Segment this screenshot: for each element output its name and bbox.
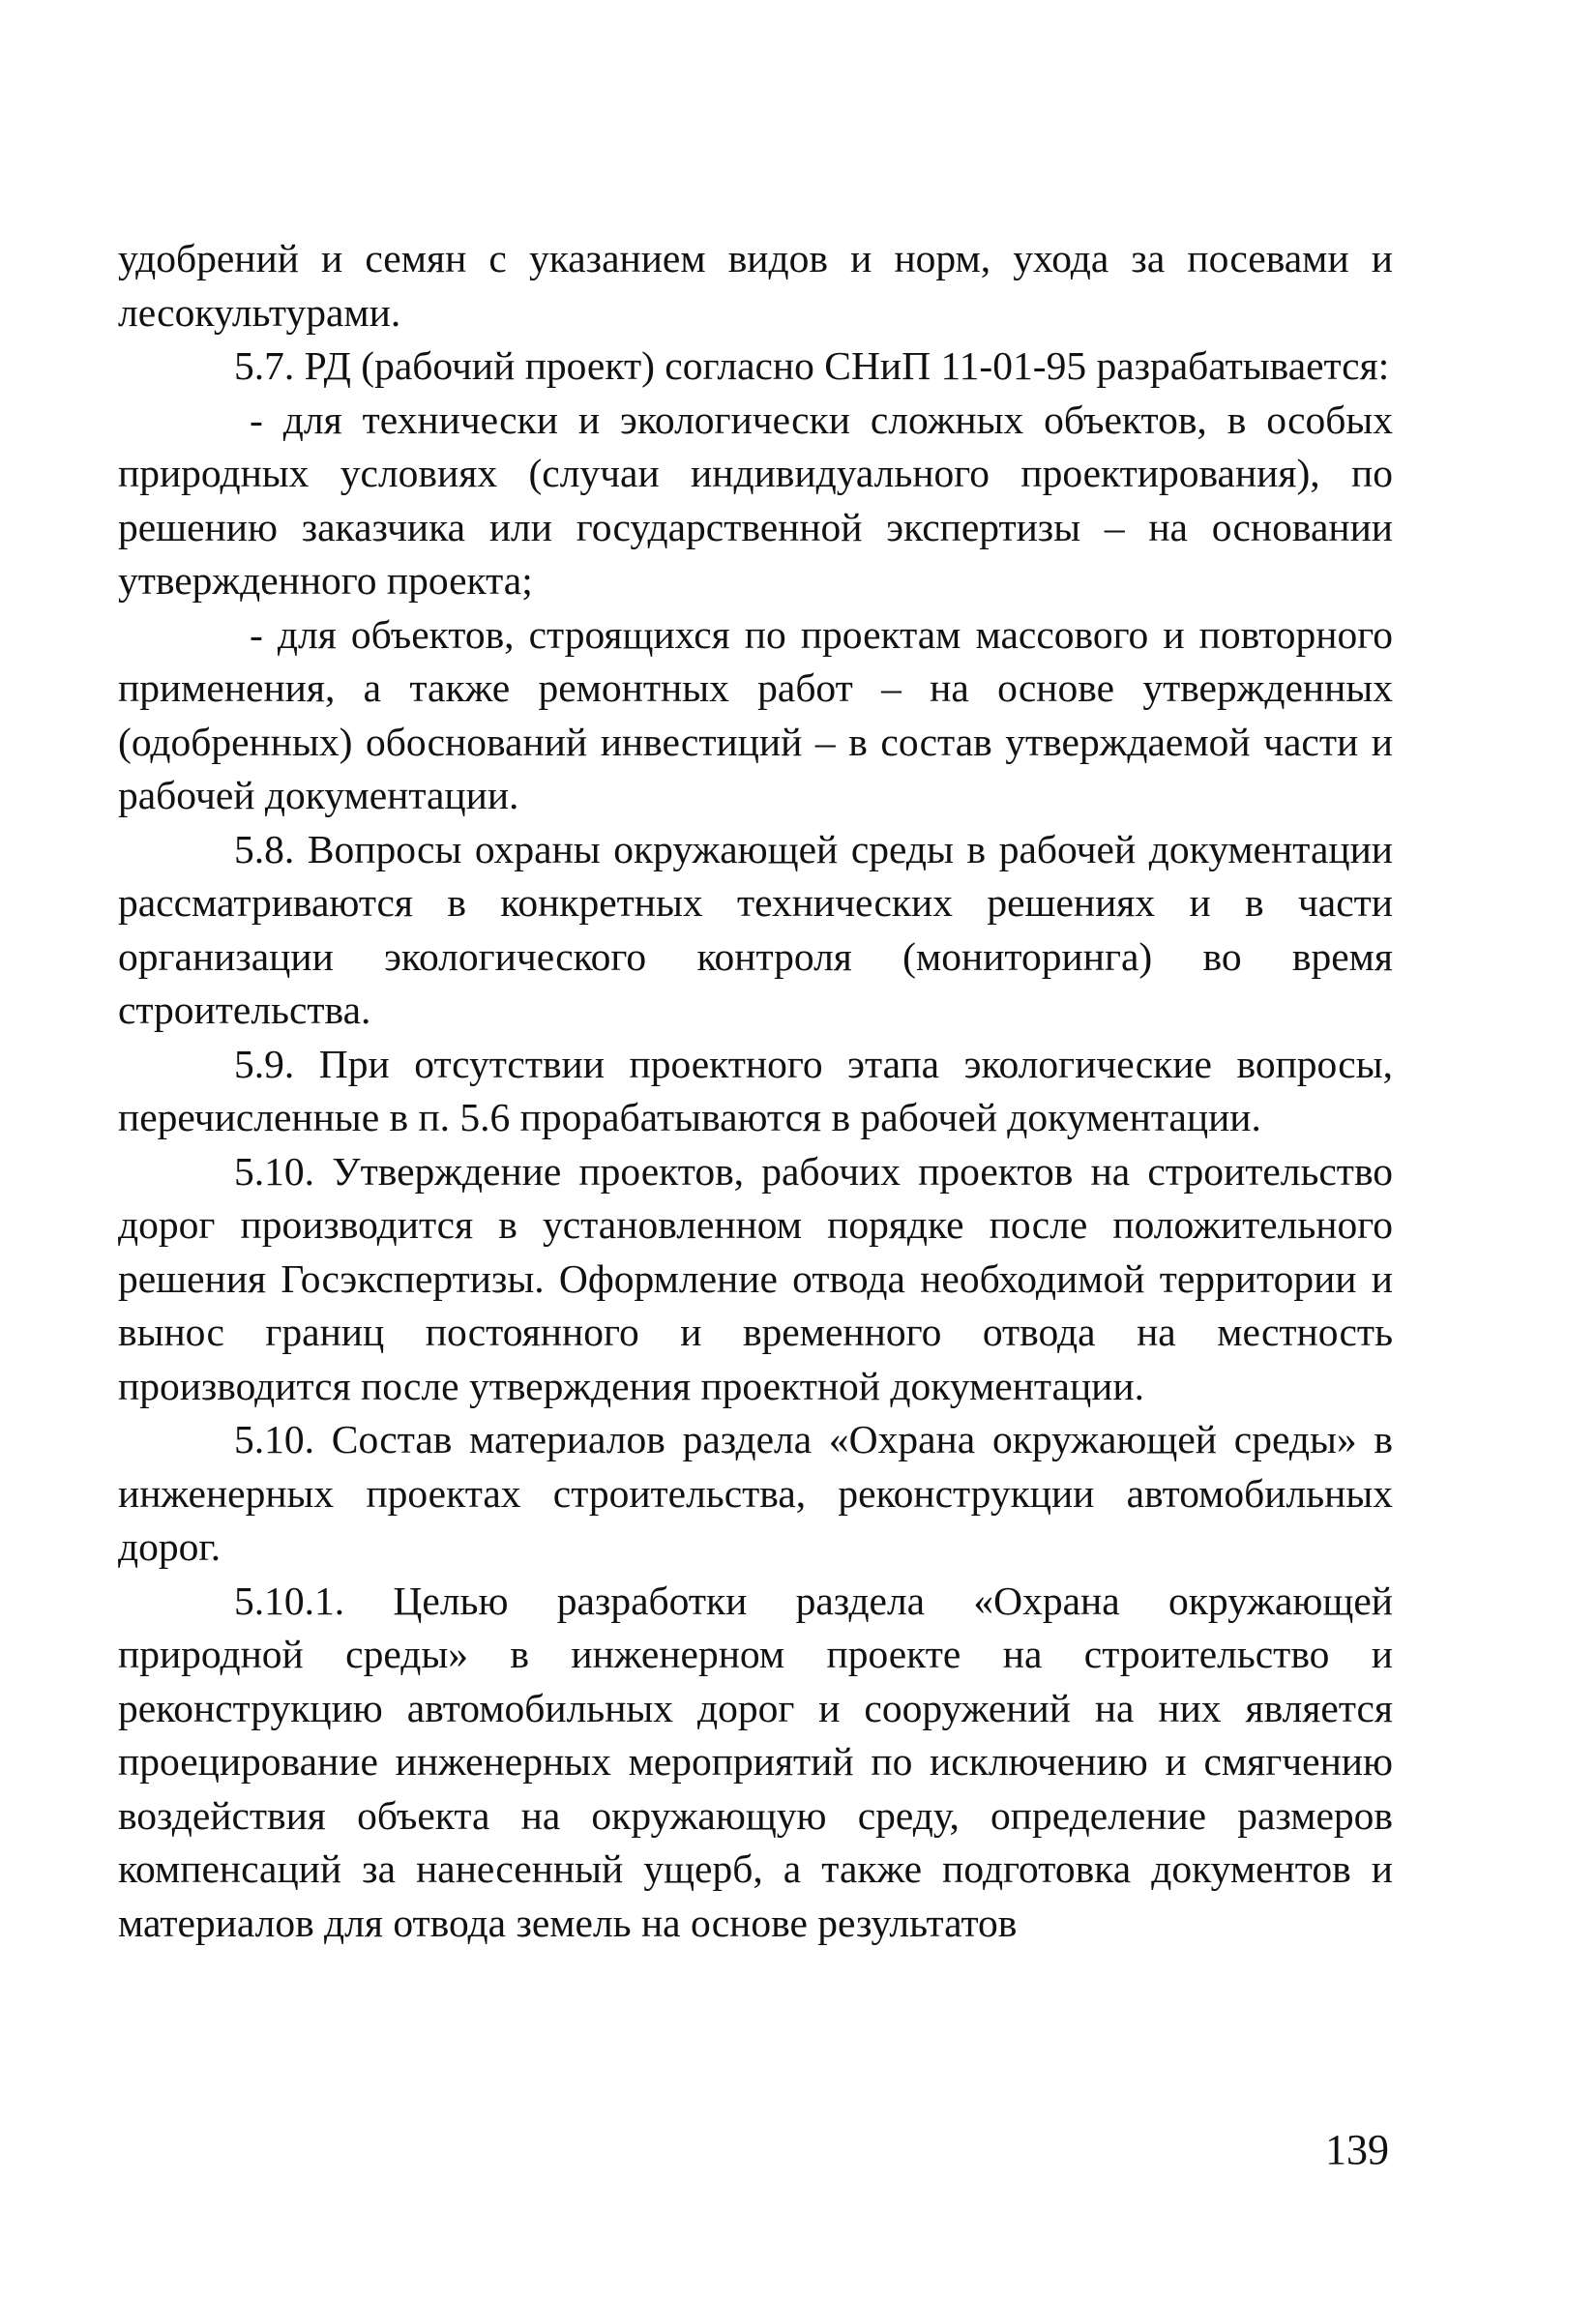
body-text (118, 232, 1393, 1950)
list-item-mass-objects: - для объектов, строящихся по проектам массового и повторного применения, а также ремонтных работ – на основе утвержденных (одобренных) обоснований инвестиций – в состав утверждаемой части и рабочей документации. (118, 611, 1393, 817)
paragraph-5-10-approval: 5.10. Утверждение проектов, рабочих проектов на строительство дорог производится в установленном порядке после положительного решения Госэкспертизы. Оформление отвода необходимой территории и вынос границ постоянного и временного отвода на местность производится после утверждения проектной документации. (118, 1148, 1393, 1408)
paragraph-5-10-1: 5.10.1. Целью разработки раздела «Охрана окружающей природной среды» в инженерном проекте на строительство и реконструкцию автомобильных дорог и сооружений на них является проецирование инженерных мероприятий по исключению и смягчению воздействия объекта на окружающую среду, определение размеров компенсаций за нанесенный ущерб, а также подготовка документов и материалов для отвода земель на основе результатов (118, 1578, 1393, 1945)
paragraph-5-10-composition: 5.10. Состав материалов раздела «Охрана окружающей среды» в инженерных проектах строительства, реконструкции автомобильных дорог. (118, 1417, 1393, 1569)
paragraph-continuation: удобрений и семян с указанием видов и норм, ухода за посевами и лесокультурами. (118, 236, 1393, 335)
list-item-technical-objects: - для технически и экологически сложных объектов, в особых природных условиях (случаи индивидуального проектирования), по решению заказчика или государственной экспертизы – на основании утвержденного проекта; (118, 397, 1393, 603)
page-number: 139 (1325, 2126, 1389, 2173)
paragraph-5-7: 5.7. РД (рабочий проект) согласно СНиП 11-01-95 разрабатывается: (234, 343, 1390, 388)
paragraph-5-9: 5.9. При отсутствии проектного этапа экологические вопросы, перечисленные в п. 5.6 прорабатываются в рабочей документации. (118, 1041, 1393, 1139)
paragraph-5-8: 5.8. Вопросы охраны окружающей среды в рабочей документации рассматриваются в конкретных технических решениях и в части организации экологического контроля (мониторинга) во время строительства. (118, 826, 1393, 1032)
